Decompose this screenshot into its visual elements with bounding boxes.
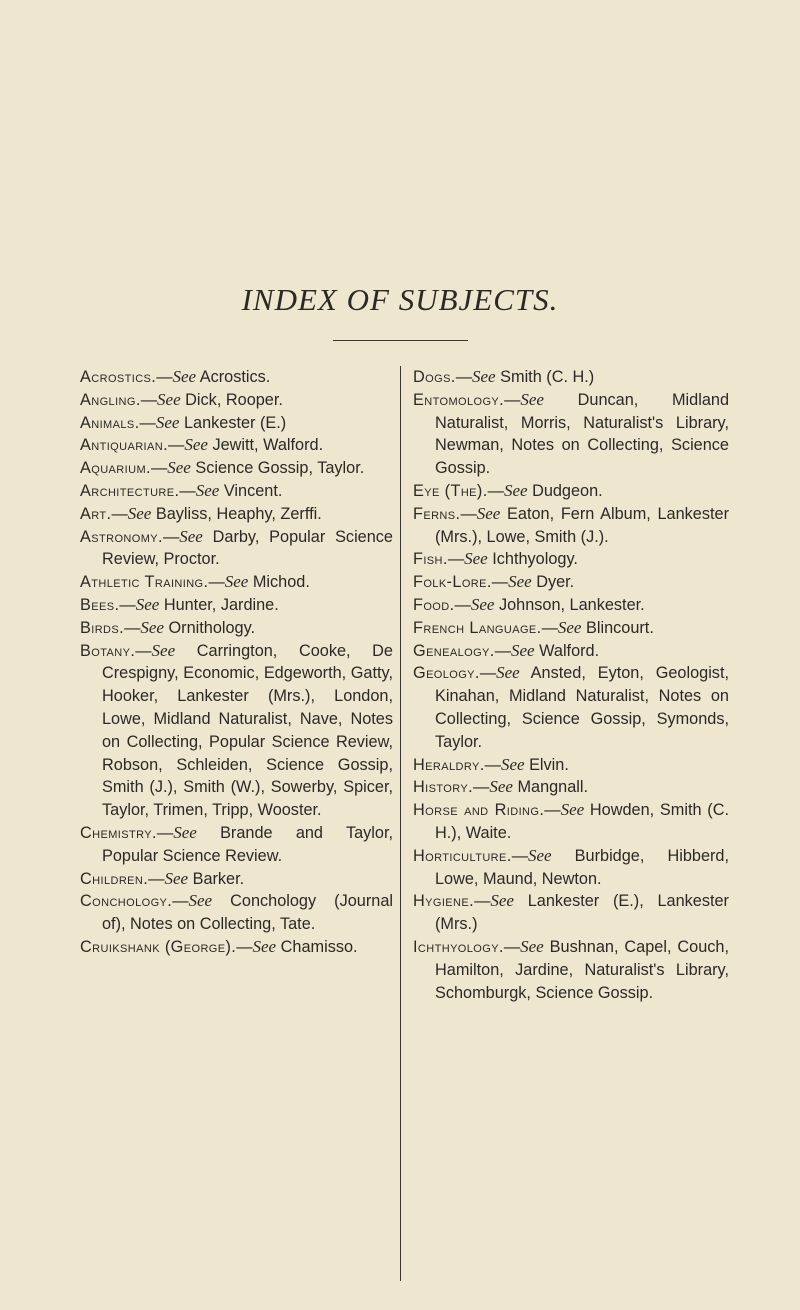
see-reference: See (520, 389, 544, 409)
see-reference: See (476, 503, 501, 523)
entry-references: Ansted, Eyton, Geologist, Kinahan, Midland Naturalist, Notes on Collecting, Science Gossip, Symonds, Taylor. (435, 664, 729, 751)
index-entry: History.—See Mangnall. (413, 777, 589, 797)
index-entry: French Language.—See Blincourt. (413, 617, 654, 637)
index-entry: Athletic Training.—See Michod. (80, 572, 310, 592)
see-reference: See (500, 754, 525, 774)
entry-references: Duncan, Midland Naturalist, Morris, Naturalist's Library, Newman, Notes on Collecting, Science Gossip. (435, 390, 729, 478)
entry-heading: Birds. (80, 618, 125, 637)
entry-heading: Animals. (80, 413, 140, 432)
see-reference: See (508, 572, 532, 592)
see-reference: See (557, 617, 582, 637)
entry-references: Science Gossip, Taylor. (195, 459, 365, 478)
see-reference: See (173, 822, 197, 842)
entry-heading: Ferns. (413, 504, 461, 523)
entry-references: Jewitt, Walford. (212, 436, 324, 455)
entry-references: Chamisso. (280, 937, 358, 956)
index-entry: Architecture.—See Vincent. (80, 480, 283, 500)
index-entry: Entomology.—See Duncan, Midland Naturalist, Morris, Naturalist's Library, Newman, Notes on Collecting, Science Gossip. (413, 389, 729, 478)
entry-heading: Angling. (80, 390, 141, 409)
see-reference: See (157, 389, 181, 409)
index-entry: Folk-Lore.—See Dyer. (413, 572, 575, 592)
entry-heading: Children. (80, 869, 149, 888)
entry-references: Burbidge, Hibberd, Lowe, Maund, Newton. (435, 846, 729, 888)
entry-references: Ornithology. (168, 618, 256, 637)
entry-references: Ichthyology. (492, 550, 578, 569)
entry-references: Acrostics. (199, 368, 271, 386)
index-entry: Birds.—See Ornithology. (80, 617, 256, 637)
index-entry: Conchology.—See Conchology (Journal of), Notes on Collecting, Tate. (80, 891, 393, 934)
see-reference: See (140, 617, 164, 637)
see-reference: See (224, 572, 249, 592)
entry-references: Lankester (E.), Lankester (Mrs.) (435, 892, 729, 934)
index-entry: Dogs.—See Smith (C. H.) (413, 367, 595, 386)
see-reference: See (172, 367, 197, 386)
entry-heading: Art. (80, 504, 112, 523)
entry-heading: Aquarium. (80, 459, 151, 478)
index-entry: Heraldry.—See Elvin. (413, 754, 569, 774)
see-reference: See (464, 549, 488, 569)
index-entry: Antiquarian.—See Jewitt, Walford. (80, 435, 324, 455)
see-reference: See (195, 480, 220, 500)
entry-heading: Heraldry. (413, 755, 485, 774)
see-reference: See (470, 594, 495, 614)
see-reference: See (496, 663, 520, 683)
entry-heading: Entomology. (413, 390, 505, 409)
entry-heading: Architecture. (80, 481, 180, 500)
index-entry: Genealogy.—See Walford. (413, 640, 600, 660)
entry-references: Dyer. (536, 573, 575, 592)
entry-references: Blincourt. (585, 618, 654, 637)
index-entry: Geology.—See Ansted, Eyton, Geologist, Kinahan, Midland Naturalist, Notes on Collecting, Science Gossip, Symonds, Taylor. (413, 663, 729, 751)
entry-heading: Ichthyology. (413, 937, 504, 956)
see-reference: See (511, 640, 535, 660)
entry-references: Barker. (192, 869, 245, 888)
entry-heading: French Language. (413, 618, 542, 637)
entry-references: Darby, Popular Science Review, Proctor. (102, 527, 393, 569)
see-reference: See (188, 891, 213, 911)
index-entry: Art.—See Bayliss, Heaphy, Zerffi. (80, 503, 322, 523)
index-entry: Botany.—See Carrington, Cooke, De Crespigny, Economic, Edgeworth, Gatty, Hooker, Lankester (Mrs.), London, Lowe, Midland Naturalist, Nave, Notes on Collecting, Popular Science Review, Robson, Schleiden, Science Gossip, Smith (J.), Smith (W.), Sowerby, Spicer, Taylor, Trimen, Tripp, Wooster. (80, 640, 393, 820)
entry-heading: Horse and Riding. (413, 801, 545, 820)
index-entry: Hygiene.—See Lankester (E.), Lankester (Mrs.) (413, 891, 729, 934)
see-reference: See (490, 891, 514, 911)
entry-references: Elvin. (529, 755, 569, 774)
entry-references: Bushnan, Capel, Couch, Hamilton, Jardine, Naturalist's Library, Schomburgk, Science Gossip. (435, 937, 729, 1002)
index-entry: Horse and Riding.—See Howden, Smith (C. H.), Waite. (413, 800, 729, 842)
index-entry: Aquarium.—See Science Gossip, Taylor. (80, 458, 365, 478)
entry-references: Michod. (252, 573, 310, 592)
index-entry: Ferns.—See Eaton, Fern Album, Lankester (Mrs.), Lowe, Smith (J.). (413, 503, 729, 546)
see-reference: See (184, 435, 208, 455)
entry-heading: Botany. (80, 641, 136, 660)
page-title: INDEX OF SUBJECTS. (241, 282, 559, 317)
entry-heading: Eye (The). (413, 481, 488, 500)
entry-heading: Fish. (413, 550, 448, 569)
entry-heading: Chemistry. (80, 823, 157, 842)
entry-heading: Astronomy. (80, 527, 163, 546)
entry-references: Walford. (539, 641, 600, 660)
index-entry: Bees.—See Hunter, Jardine. (80, 594, 279, 614)
entry-heading: Cruikshank (George). (80, 937, 237, 956)
index-entry: Animals.—See Lankester (E.) (80, 412, 287, 432)
entry-references: Carrington, Cooke, De Crespigny, Economic, Edgeworth, Gatty, Hooker, Lankester (Mrs.), London, Lowe, Midland Naturalist, Nave, Notes on Collecting, Popular Science Review, Robson, Schleiden, Science Gossip, Smith (J.), Smith (W.), Sowerby, Spicer, Taylor, Trimen, Tripp, Wooster. (102, 641, 393, 820)
entry-heading: Athletic Training. (80, 573, 209, 592)
index-entry: Astronomy.—See Darby, Popular Science Review, Proctor. (80, 526, 393, 569)
left-column (80, 366, 393, 959)
entry-heading: Dogs. (413, 368, 456, 386)
index-entry: Children.—See Barker. (80, 868, 245, 888)
index-entry: Cruikshank (George).—See Chamisso. (80, 936, 358, 956)
title-rule (333, 340, 468, 341)
entry-heading: Bees. (80, 595, 120, 614)
entry-references: Vincent. (223, 481, 283, 500)
entry-references: Dudgeon. (532, 481, 603, 500)
see-reference: See (472, 367, 496, 386)
entry-heading: Genealogy. (413, 641, 495, 660)
see-reference: See (151, 640, 176, 660)
see-reference: See (560, 800, 585, 820)
see-reference: See (503, 480, 528, 500)
see-reference: See (489, 777, 513, 797)
entry-heading: Hygiene. (413, 892, 475, 911)
index-entry: Food.—See Johnson, Lankester. (413, 594, 645, 614)
index-entry: Acrostics.—See Acrostics. (80, 367, 271, 386)
index-entry: Horticulture.—See Burbidge, Hibberd, Lowe, Maund, Newton. (413, 845, 729, 888)
entry-heading: Folk-Lore. (413, 573, 492, 592)
entry-references: Smith (C. H.) (500, 368, 595, 386)
see-reference: See (164, 868, 189, 888)
entry-references: Mangnall. (517, 778, 589, 797)
entry-heading: Food. (413, 595, 455, 614)
index-entry: Fish.—See Ichthyology. (413, 549, 578, 569)
entry-references: Eaton, Fern Album, Lankester (Mrs.), Lowe, Smith (J.). (435, 504, 729, 546)
see-reference: See (520, 936, 544, 956)
entry-references: Howden, Smith (C. H.), Waite. (435, 801, 729, 842)
see-reference: See (167, 458, 191, 478)
see-reference: See (135, 594, 160, 614)
see-reference: See (179, 526, 203, 546)
right-column (413, 366, 729, 1004)
entry-references: Brande and Taylor, Popular Science Review. (102, 823, 393, 865)
see-reference: See (252, 936, 277, 956)
see-reference: See (127, 503, 152, 523)
index-entry: Ichthyology.—See Bushnan, Capel, Couch, Hamilton, Jardine, Naturalist's Library, Schomburgk, Science Gossip. (413, 936, 729, 1002)
entry-heading: Geology. (413, 664, 480, 683)
entry-references: Dick, Rooper. (185, 390, 283, 409)
entry-heading: Horticulture. (413, 846, 512, 865)
entry-references: Lankester (E.) (183, 413, 287, 432)
index-entry: Eye (The).—See Dudgeon. (413, 480, 603, 500)
column-divider (400, 366, 401, 1281)
see-reference: See (155, 412, 180, 432)
see-reference: See (527, 845, 552, 865)
entry-references: Bayliss, Heaphy, Zerffi. (155, 504, 322, 523)
index-entry: Angling.—See Dick, Rooper. (80, 389, 283, 409)
entry-heading: Antiquarian. (80, 436, 169, 455)
entry-heading: Acrostics. (80, 368, 157, 386)
entry-heading: Conchology. (80, 892, 173, 911)
entry-references: Johnson, Lankester. (498, 595, 645, 614)
entry-heading: History. (413, 778, 474, 797)
entry-references: Conchology (Journal of), Notes on Collecting, Tate. (102, 892, 393, 934)
index-entry: Chemistry.—See Brande and Taylor, Popular Science Review. (80, 822, 393, 865)
entry-references: Hunter, Jardine. (163, 595, 279, 614)
